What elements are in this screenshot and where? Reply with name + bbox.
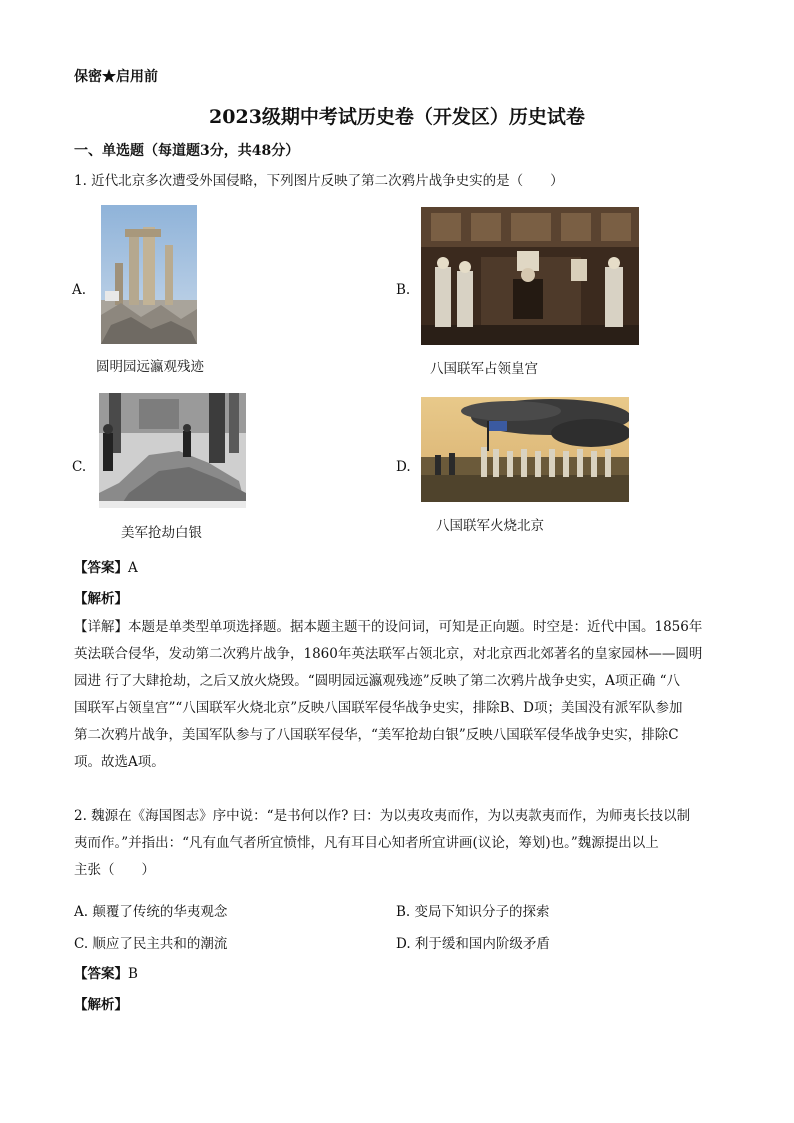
option-d-photo [421, 397, 629, 502]
secret-label: 保密★启用前 [74, 69, 158, 85]
detail-line: 第二次鸦片战争，美国军队参与了八国联军侵华，“美军抢劫白银”反映八国联军侵华战争史实，排除C [74, 727, 679, 743]
option-c-caption: 美军抢劫白银 [121, 525, 202, 541]
option-b-photo [421, 207, 639, 345]
page-title: 2023级期中考试历史卷（开发区）历史试卷 [209, 106, 585, 128]
stem-line: 夷而作。”并指出：“凡有血气者所宜愤悱，凡有耳目心知者所宜讲画(议论，筹划)也。”魏源提出以上 [74, 835, 659, 851]
q2-answer-value: B [128, 966, 138, 982]
q2-option-b: B. 变局下知识分子的探索 [396, 904, 550, 920]
option-b-letter: B. [396, 282, 411, 298]
answer-tag: 【答案】 [74, 560, 128, 576]
option-c-photo [99, 393, 246, 508]
q2-option-a: A. 颠覆了传统的华夷观念 [74, 904, 228, 920]
detail-line: 国联军占领皇宫”“八国联军火烧北京”反映八国联军侵华战争史实，排除B、D项；美国没有派军队参加 [74, 700, 683, 716]
stem-line: 主张（ ） [74, 862, 155, 878]
question-1-stem: 1. 近代北京多次遭受外国侵略，下列图片反映了第二次鸦片战争史实的是（ ） [74, 173, 564, 189]
stem-line: 2. 魏源在《海国图志》序中说：“是书何以作? 曰：为以夷攻夷而作，为以夷款夷而作，为师夷长技以制 [74, 808, 691, 824]
answer-value: A [128, 560, 138, 576]
option-a-photo [101, 205, 197, 344]
question-2-stem [74, 803, 724, 884]
option-c-letter: C. [72, 459, 87, 475]
option-a-caption: 圆明园远瀛观残迹 [96, 359, 204, 375]
option-a-letter: A. [72, 282, 87, 298]
option-d-letter: D. [396, 459, 411, 475]
q2-option-d: D. 利于缓和国内阶级矛盾 [396, 936, 550, 952]
detail-line: 项。故选A项。 [74, 754, 165, 770]
detail-paragraph [74, 614, 724, 776]
detail-line: 园进 行了大肆抢劫，之后又放火烧毁。“圆明园远瀛观残迹”反映了第二次鸦片战争史实，A项正确 “八 [74, 673, 681, 689]
q2-answer-tag: 【答案】 [74, 966, 128, 982]
q2-option-c: C. 顺应了民主共和的潮流 [74, 936, 228, 952]
detail-line: 英法联合侵华，发动第二次鸦片战争，1860年英法联军占领北京，对北京西北郊著名的皇家园林——圆明 [74, 646, 703, 662]
q2-analysis-tag: 【解析】 [74, 997, 128, 1013]
option-b-caption: 八国联军占领皇宫 [430, 361, 538, 377]
option-d-caption: 八国联军火烧北京 [436, 518, 544, 534]
detail-line: 【详解】本题是单类型单项选择题。据本题主题干的设问词，可知是正向题。时空是：近代中国。1856年 [74, 619, 703, 635]
section-heading: 一、单选题（每道题3分，共48分） [74, 143, 300, 159]
analysis-tag: 【解析】 [74, 591, 128, 607]
